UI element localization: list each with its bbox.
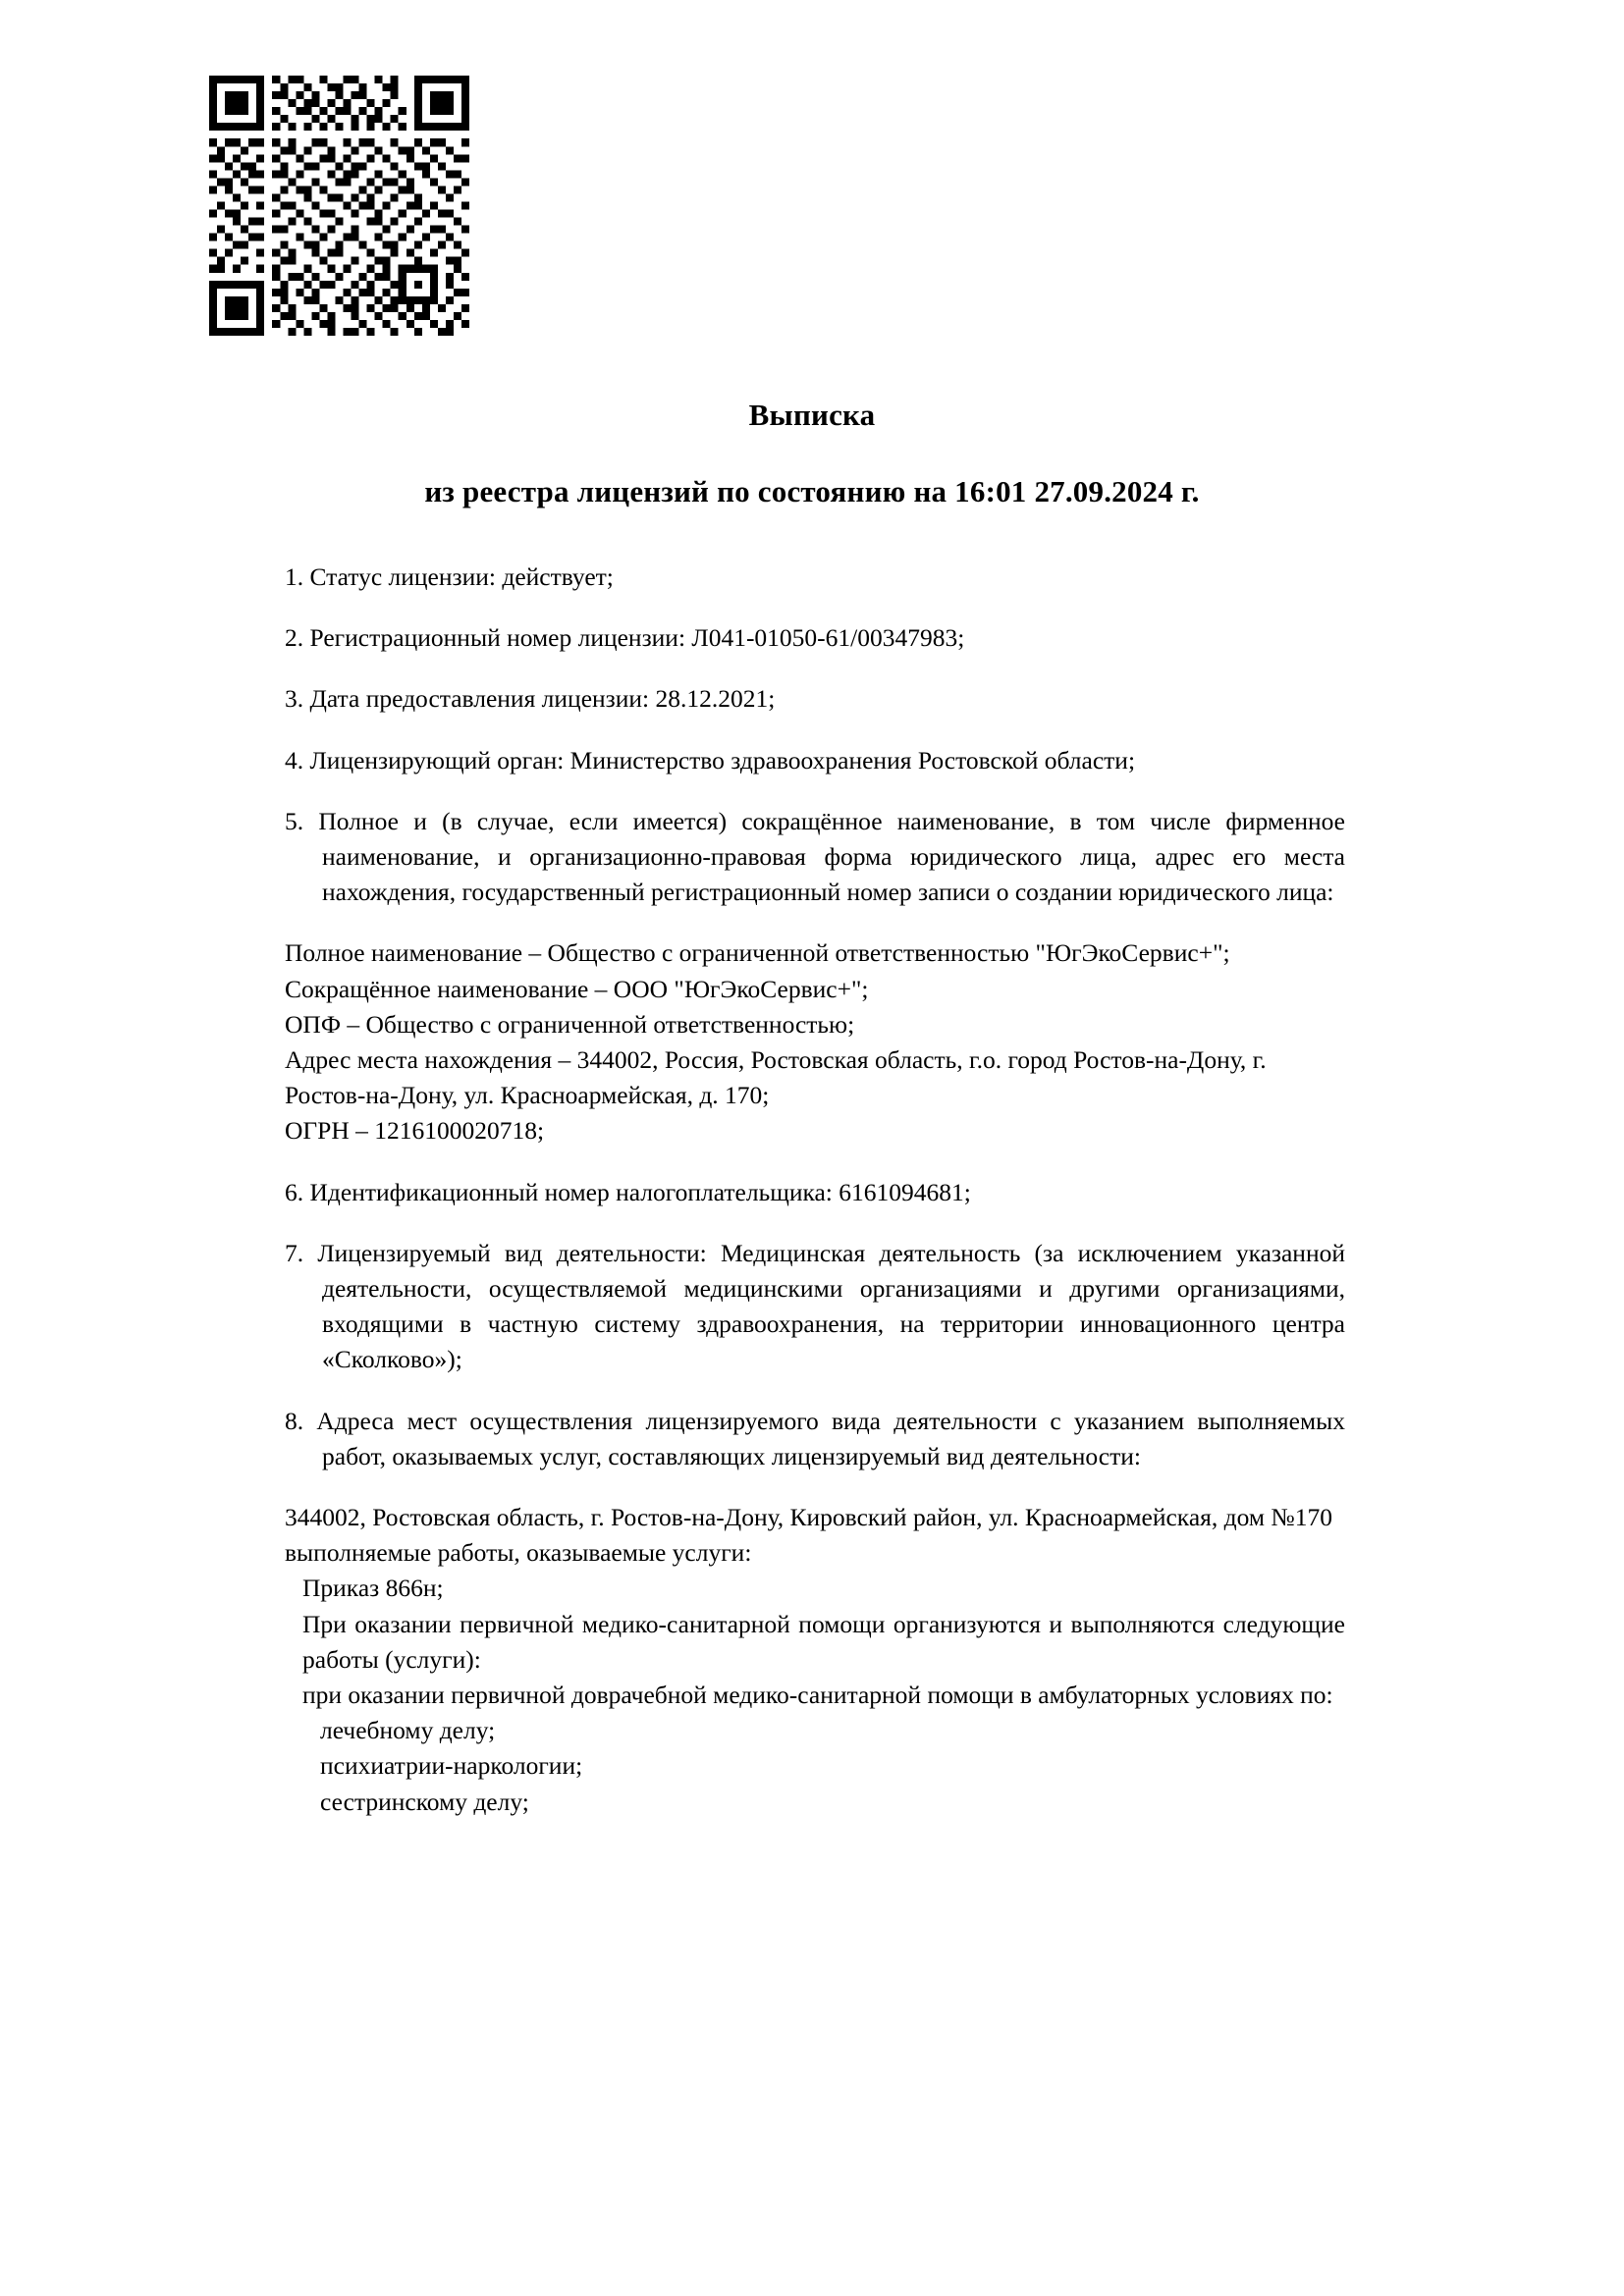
entity-details-block: [285, 935, 1345, 1148]
title-main: Выписка: [748, 398, 876, 432]
entity-line: Адрес места нахождения – 344002, Россия, Ростовская область, г.о. город Ростов-на-Дону, г. Ростов-на-Дону, ул. Красноармейская, д. 170;: [285, 1045, 1267, 1110]
document-body: [285, 560, 1345, 1845]
entity-line: ОГРН – 1216100020718;: [285, 1116, 545, 1146]
works-services-label: выполняемые работы, оказываемые услуги:: [285, 1538, 752, 1568]
list-item: 2. Регистрационный номер лицензии: Л041-01050-61/00347983;: [285, 623, 965, 653]
works-list-item: лечебному делу;: [320, 1716, 496, 1745]
entity-line: Сокращённое наименование – ООО "ЮгЭкоСервис+";: [285, 974, 869, 1003]
list-item: 5. Полное и (в случае, если имеется) сокращённое наименование, в том числе фирменное наименование, и организационно-правовая форма юридического лица, адрес его места нахождения, государственный регистрационный номер записи о создании юридического лица:: [285, 806, 1345, 907]
qr-code-icon: [209, 76, 469, 336]
list-item: 3. Дата предоставления лицензии: 28.12.2021;: [285, 684, 776, 714]
works-subintro: при оказании первичной доврачебной медико-санитарной помощи в амбулаторных условиях по:: [302, 1681, 1333, 1710]
activity-address: 344002, Ростовская область, г. Ростов-на-Дону, Кировский район, ул. Красноармейская, дом №170: [285, 1503, 1332, 1532]
works-list-item: психиатрии-наркологии;: [320, 1751, 583, 1781]
list-item: 4. Лицензирующий орган: Министерство здравоохранения Ростовской области;: [285, 745, 1136, 774]
entity-line: Полное наименование – Общество с ограниченной ответственностью "ЮгЭкоСервис+";: [285, 938, 1230, 968]
document-title: [0, 398, 1624, 509]
list-item: 6. Идентификационный номер налогоплательщика: 6161094681;: [285, 1177, 971, 1206]
list-item: 1. Статус лицензии: действует;: [285, 562, 614, 591]
works-intro: При оказании первичной медико-санитарной помощи организуются и выполняются следующие работы (услуги):: [302, 1609, 1345, 1674]
list-item: 8. Адреса мест осуществления лицензируемого вида деятельности с указанием выполняемых работ, оказываемых услуг, составляющих лицензируемый вид деятельности:: [285, 1406, 1345, 1470]
order-reference: Приказ 866н;: [302, 1574, 444, 1603]
works-list-item: сестринскому делу;: [320, 1787, 529, 1816]
title-subtitle: из реестра лицензий по состоянию на 16:01 27.09.2024 г.: [424, 474, 1200, 508]
entity-line: ОПФ – Общество с ограниченной ответственностью;: [285, 1009, 855, 1039]
list-item: 7. Лицензируемый вид деятельности: Медицинская деятельность (за исключением указанной деятельности, осуществляемой медицинскими организациями и другими организациями, входящими в частную систему здравоохранения, на территории инновационного центра «Сколково»);: [285, 1238, 1345, 1374]
activity-address-block: [285, 1500, 1345, 1820]
